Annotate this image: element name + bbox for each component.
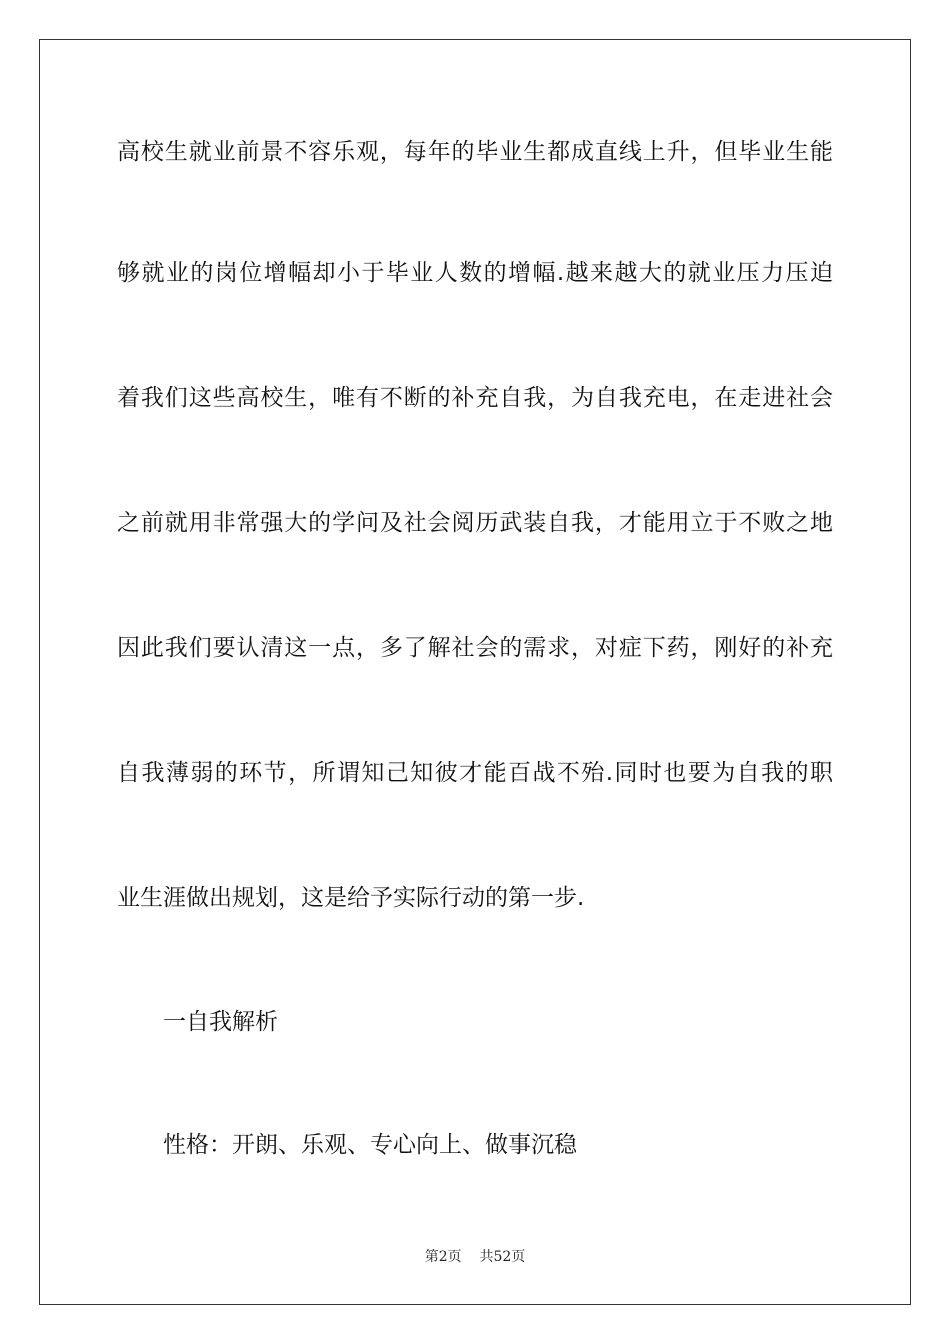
page-border — [39, 39, 911, 1305]
personality-line: 性格：开朗、乐观、专心向上、做事沉稳 — [163, 1132, 577, 1158]
paragraph-line-4: 之前就用非常强大的学问及社会阅历武装自我，才能用立于不败之地 — [117, 510, 833, 536]
page-number: 第2页 — [424, 1249, 462, 1265]
page-footer — [0, 1247, 950, 1267]
paragraph-line-7: 业生涯做出规划，这是给予实际行动的第一步. — [117, 885, 585, 911]
paragraph-line-1: 高校生就业前景不容乐观，每年的毕业生都成直线上升，但毕业生能 — [117, 139, 833, 165]
paragraph-line-6: 自我薄弱的环节，所谓知己知彼才能百战不殆.同时也要为自我的职 — [117, 760, 833, 786]
paragraph-line-2: 够就业的岗位增幅却小于毕业人数的增幅.越来越大的就业压力压迫 — [117, 260, 833, 286]
total-pages: 共52页 — [479, 1249, 526, 1265]
paragraph-line-3: 着我们这些高校生，唯有不断的补充自我，为自我充电，在走进社会 — [117, 385, 833, 411]
paragraph-line-5: 因此我们要认清这一点，多了解社会的需求，对症下药，刚好的补充 — [117, 635, 833, 661]
section-heading: 一自我解析 — [163, 1009, 278, 1035]
